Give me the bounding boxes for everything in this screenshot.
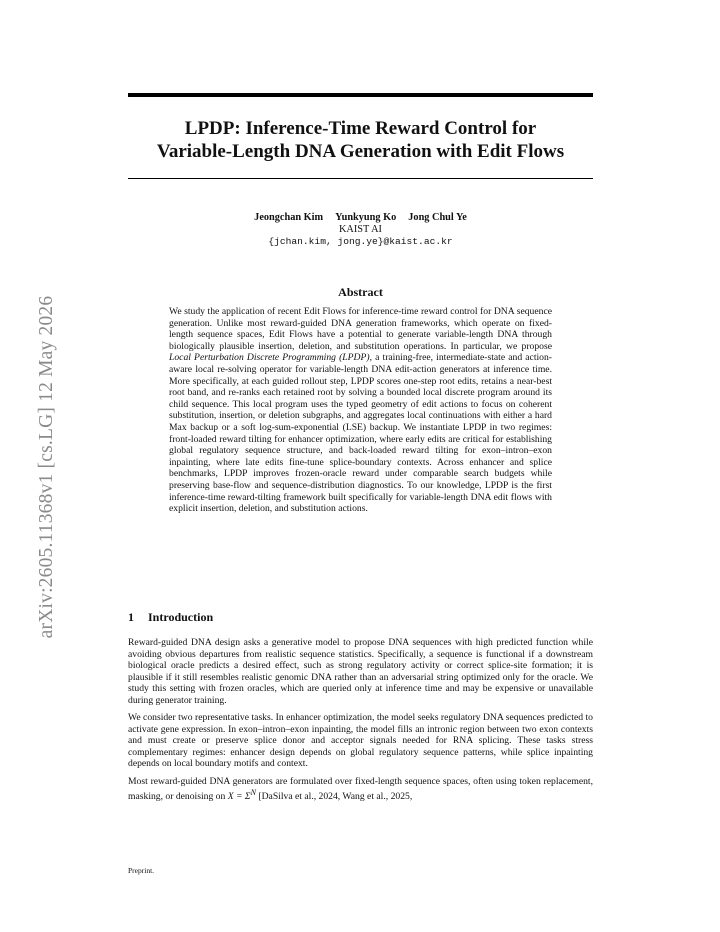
paragraph xyxy=(128,776,593,803)
affiliation: KAIST AI xyxy=(338,224,382,235)
section-heading xyxy=(128,610,593,625)
footer-note: Preprint. xyxy=(128,866,155,875)
paragraph: We consider two representative tasks. In enhancer optimization, the model seeks regulatory DNA sequences predicted to activate gene expression. In exon–intron–exon inpainting, the model fills an intronic region between two exon contexts and must create or preserve splice donor and acceptor signals needed for RNA splicing. These tasks stress complementary regimes: enhancer design depends on global regulatory sequence patterns, while splice inpainting depends on local boundary motifs and context. xyxy=(128,712,593,769)
section-number: 1 xyxy=(128,610,134,624)
abstract-text-part: , a training-free, intermediate-state and action-aware local re-solving operator for variable-length DNA edit-action generators at inference time. More specifically, at each guided rollout step, LPDP scores one-step root edits, retains a near-best root band, and re-ranks each retained root by solving a bounded local discrete program around its child sequence. This local program uses the typed geometry of edit actions to focus on coherent substitution, insertion, or deletion subgraphs, and aggregates local continuations with either a hard Max backup or a soft log-sum-exponential (LSE) backup. We instantiate LPDP in two regimes: front-loaded reward tilting for enhancer optimization, where early edits are critical for establishing global regulatory sequence structure, and back-loaded reward tilting for exon–intron–exon inpainting, where late edits fine-tune splice-boundary contexts. Across enhancer and splice benchmarks, LPDP improves frozen-oracle reward under comparable search budgets while preserving base-flow and sequence-distribution diagnostics. To our knowledge, LPDP is the first inference-time reward-tilting framework built specifically for variable-length DNA edit flows with explicit insertion, deletion, and substitution actions. xyxy=(169,352,553,515)
math-expression: X = Σ xyxy=(227,791,251,803)
author-name: Jeongchan Kim xyxy=(254,212,324,223)
introduction-body xyxy=(128,637,593,809)
math-superscript: N xyxy=(250,788,256,797)
author-name: Jong Chul Ye xyxy=(408,212,467,223)
author-block xyxy=(128,212,593,248)
author-names xyxy=(128,212,593,224)
abstract-text xyxy=(169,306,552,515)
author-name: Yunkyung Ko xyxy=(335,212,397,223)
title-line-1: LPDP: Inference-Time Reward Control for xyxy=(184,118,537,139)
paragraph-text: [DaSilva et al., 2024, Wang et al., 2025, xyxy=(256,791,413,803)
method-name-emphasis: Local Perturbation Discrete Programming (LPDP) xyxy=(169,352,370,364)
paper-title xyxy=(128,117,593,163)
author-email: {jchan.kim, jong.ye}@kaist.ac.kr xyxy=(268,236,453,247)
abstract-heading: Abstract xyxy=(338,285,383,299)
title-line-2: Variable-Length DNA Generation with Edit Flows xyxy=(156,141,565,162)
arxiv-identifier-stamp: arXiv:2605.11368v1 [cs.LG] 12 May 2026 xyxy=(36,295,57,639)
inline-math xyxy=(227,788,256,803)
abstract-text-part: We study the application of recent Edit Flows for inference-time reward control for DNA sequence generation. Unlike most reward-guided DNA generation frameworks, which operate on fixed-length sequence spaces, Edit Flows have a potential to generate variable-length DNA through biologically plausible insertion, deletion, and substitution operations. In particular, we propose xyxy=(169,306,552,352)
paragraph: Reward-guided DNA design asks a generative model to propose DNA sequences with high predicted function while avoiding obvious departures from realistic sequence statistics. Specifically, a sequence is functional if a downstream biological oracle predicts a desired effect, such as strong regulatory activity or correct splice-site formation; it is plausible if it still resembles realistic genomic DNA rather than an adversarial string optimized only for the oracle. We study this setting with frozen oracles, which are queried only at inference time and may be expensive or unavailable during generator training. xyxy=(128,637,593,706)
paragraph-text: Most reward-guided DNA generators are formulated over fixed-length sequence spaces, often using token replacement, masking, or denoising on xyxy=(128,775,593,803)
title-top-rule xyxy=(128,93,593,97)
section-title: Introduction xyxy=(148,610,214,624)
title-bottom-rule xyxy=(128,178,593,179)
